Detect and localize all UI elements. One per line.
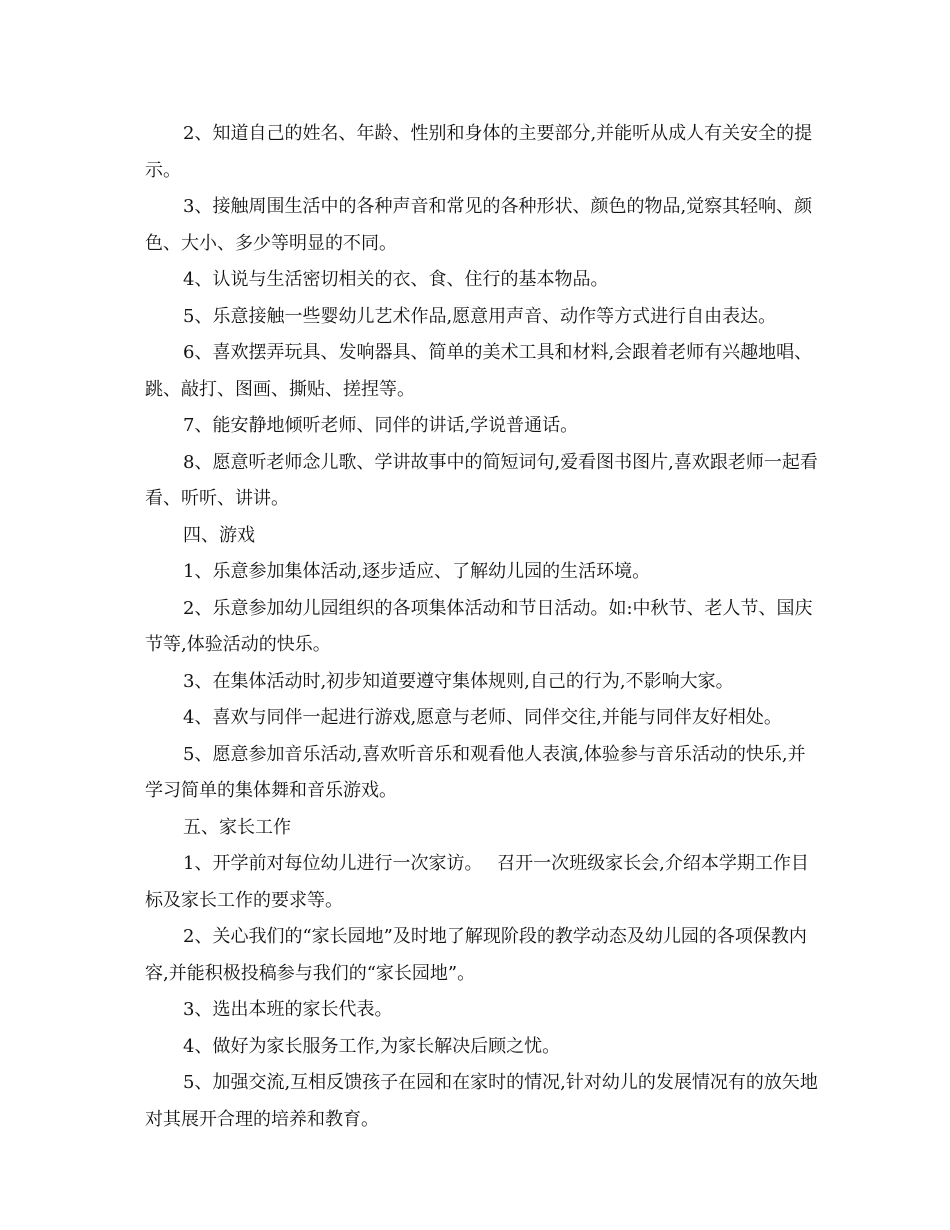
list-item: 4、喜欢与同伴一起进行游戏,愿意与老师、同伴交往,并能与同伴友好相处。 (183, 707, 782, 728)
list-item: 3、接触周围生活中的各种声音和常见的各种形状、颜色的物品,觉察其轻响、颜色、大小、多少等明显的不同。 (145, 196, 813, 254)
list-item: 8、愿意听老师念儿歌、学讲故事中的简短词句,爱看图书图片,喜欢跟老师一起看看、听听、讲讲。 (145, 451, 818, 509)
list-item: 2、乐意参加幼儿园组织的各项集体活动和节日活动。如:中秋节、老人节、国庆节等,体验活动的快乐。 (145, 597, 813, 655)
list-item: 7、能安静地倾听老师、同伴的讲话,学说普通话。 (183, 415, 579, 436)
list-item: 2、关心我们的“家长园地”及时地了解现阶段的教学动态及幼儿园的各项保教内容,并能积极投稿参与我们的“家长园地”。 (145, 926, 807, 984)
list-item: 3、在集体活动时,初步知道要遵守集体规则,自己的行为,不影响大家。 (183, 670, 734, 692)
list-item: 1、乐意参加集体活动,逐步适应、了解幼儿园的生活环境。 (183, 561, 651, 582)
list-item: 4、认说与生活密切相关的衣、食、住行的基本物品。 (183, 269, 609, 290)
list-item: 5、乐意接触一些婴幼儿艺术作品,愿意用声音、动作等方式进行自由表达。 (183, 305, 777, 327)
section-heading-parent-work: 五、家长工作 (183, 816, 291, 838)
list-item: 5、愿意参加音乐活动,喜欢听音乐和观看他人表演,体验参与音乐活动的快乐,并学习简单的集体舞和音乐游戏。 (145, 743, 806, 801)
list-item: 1、开学前对每位幼儿进行一次家访。 召开一次班级家长会,介绍本学期工作目标及家长工作的要求等。 (145, 853, 809, 911)
list-item: 2、知道自己的姓名、年龄、性别和身体的主要部分,并能听从成人有关安全的提示。 (145, 123, 813, 181)
list-item: 5、加强交流,互相反馈孩子在园和在家时的情况,针对幼儿的发展情况有的放矢地对其展开合理的培养和教育。 (145, 1072, 818, 1130)
section-heading-games: 四、游戏 (183, 524, 255, 546)
list-item: 4、做好为家长服务工作,为家长解决后顾之忧。 (183, 1035, 561, 1057)
list-item: 3、选出本班的家长代表。 (183, 999, 393, 1020)
list-item: 6、喜欢摆弄玩具、发响器具、简单的美术工具和材料,会跟着老师有兴趣地唱、跳、敲打、图画、撕贴、搓捏等。 (145, 342, 813, 400)
document-body (145, 116, 820, 1138)
